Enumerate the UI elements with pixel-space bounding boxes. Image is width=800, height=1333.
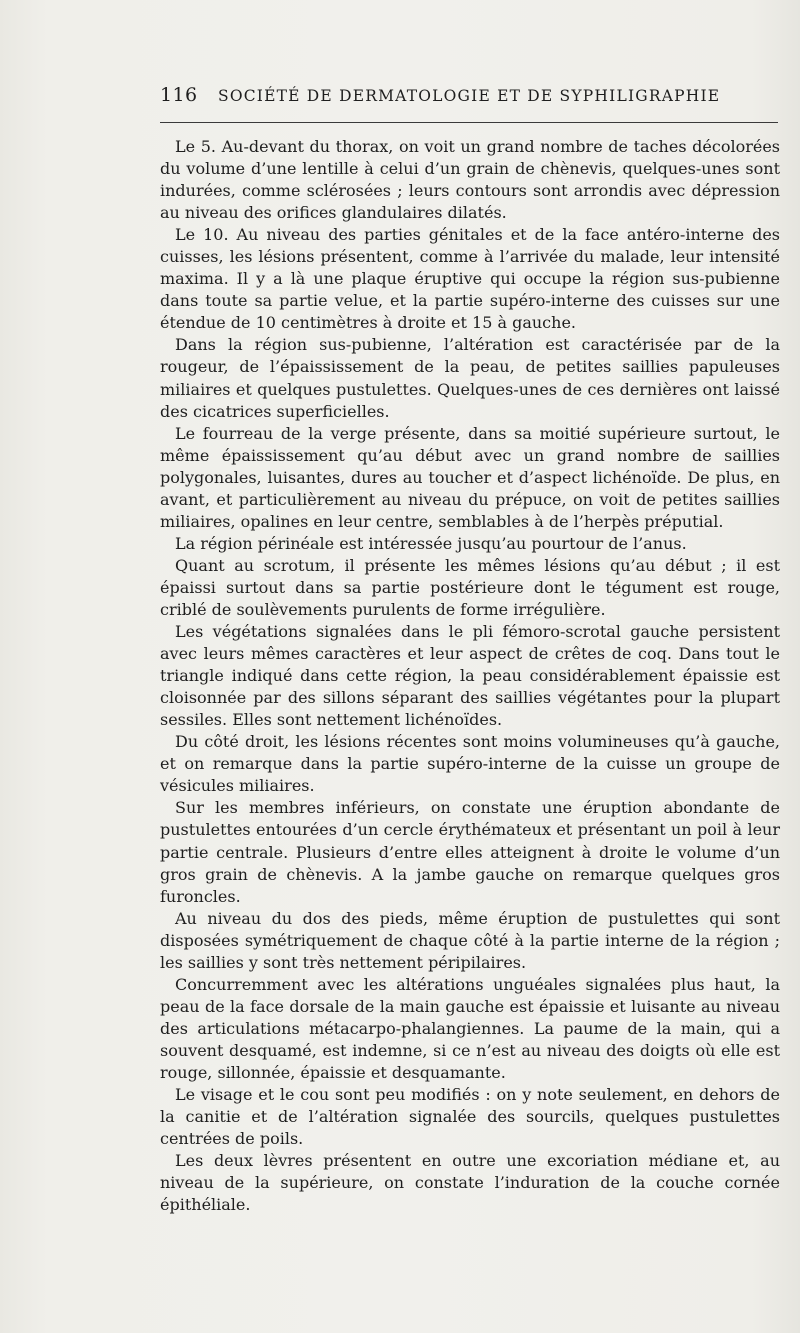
page-number: 116 xyxy=(160,84,198,106)
paragraph-suprapubic: Dans la région sus-pubienne, l’altération est caractérisée par de la rougeur, de l’épaississement de la peau, de petites saillies papuleuses miliaires et quelques pustulettes. Quelques-unes de ces dernières ont laissé des cicatrices superficielles. xyxy=(160,335,780,421)
journal-title: SOCIÉTÉ DE DERMATOLOGIE ET DE SYPHILIGRAPHIE xyxy=(218,87,721,105)
running-head xyxy=(160,84,780,110)
paragraph-vegetations: Les végétations signalées dans le pli fémoro-scrotal gauche persistent avec leurs mêmes caractères et leur aspect de crêtes de coq. Dans tout le triangle indiqué dans cette région, la peau considérablement épaissie est cloisonnée par des sillons séparant des saillies végétantes pour la plupart sessiles. Elles sont nettement lichénoïdes. xyxy=(160,622,780,730)
paragraph-face-neck: Le visage et le cou sont peu modifiés : on y note seulement, en dehors de la canitie et de l’altération signalée des sourcils, quelques pustulettes centrées de poils. xyxy=(160,1085,780,1149)
paragraph-perineal: La région périnéale est intéressée jusqu’au pourtour de l’anus. xyxy=(175,533,687,553)
paragraph-penile-sheath: Le fourreau de la verge présente, dans sa moitié supérieure surtout, le même épaississement qu’au début avec un grand nombre de saillies polygonales, luisantes, dures au toucher et d’aspect lichénoïde. De plus, en avant, et particulièrement au niveau du prépuce, on voit de petites saillies miliaires, opalines en leur centre, semblables à de l’herpès préputial. xyxy=(160,423,780,531)
paragraph-genital-region: Le 10. Au niveau des parties génitales et de la face antéro-interne des cuisses, les lésions présentent, comme à l’arrivée du malade, leur intensité maxima. Il y a là une plaque éruptive qui occupe la région sus-pubienne dans toute sa partie velue, et la partie supéro-interne des cuisses sur une étendue de 10 centimètres à droite et 15 à gauche. xyxy=(160,225,780,333)
paragraph-scrotum: Quant au scrotum, il présente les mêmes lésions qu’au début ; il est épaissi surtout dans sa partie postérieure dont le tégument est rouge, criblé de soulèvements purulents de forme irrégulière. xyxy=(160,555,780,619)
paragraph-right-side: Du côté droit, les lésions récentes sont moins volumineuses qu’à gauche, et on remarque dans la partie supéro-interne de la cuisse un groupe de vésicules miliaires. xyxy=(160,732,780,796)
paragraph-lower-limbs: Sur les membres inférieurs, on constate une éruption abondante de pustulettes entourées d’un cercle érythémateux et présentant un poil à leur partie centrale. Plusieurs d’entre elles atteignent à droite le volume d’un gros grain de chènevis. A la jambe gauche on remarque quelques gros furoncles. xyxy=(160,798,780,906)
paragraph-feet: Au niveau du dos des pieds, même éruption de pustulettes qui sont disposées symétriquement de chaque côté à la partie interne de la région ; les saillies y sont très nettement péripilaires. xyxy=(160,908,780,972)
body-text xyxy=(160,136,780,1216)
header-rule xyxy=(160,122,778,123)
paragraph-hand: Concurremment avec les altérations unguéales signalées plus haut, la peau de la face dorsale de la main gauche est épaissie et luisante au niveau des articulations métacarpo-phalangiennes. La paume de la main, qui a souvent desquamé, est indemne, si ce n’est au niveau des doigts où elle est rouge, sillonnée, épaissie et desquamante. xyxy=(160,974,780,1082)
paragraph-thorax: Le 5. Au-devant du thorax, on voit un grand nombre de taches décolorées du volume d’une lentille à celui d’un grain de chènevis, quelques-unes sont indurées, comme sclérosées ; leurs contours sont arrondis avec dépression au niveau des orifices glandulaires dilatés. xyxy=(160,137,780,223)
paragraph-lips: Les deux lèvres présentent en outre une excoriation médiane et, au niveau de la supérieure, on constate l’induration de la couche cornée épithéliale. xyxy=(160,1151,780,1215)
